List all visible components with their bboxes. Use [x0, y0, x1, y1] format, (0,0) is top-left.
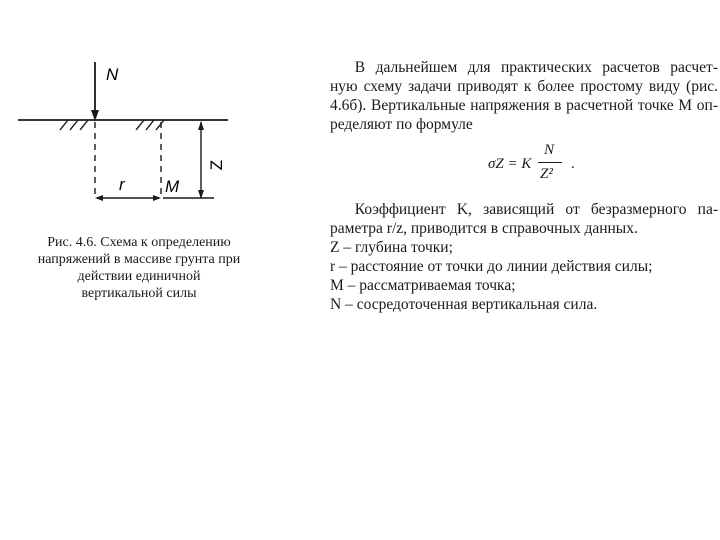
intro-paragraph [330, 58, 718, 134]
caption-line: напряжений в массиве грунта при [37, 252, 241, 267]
definition-line: M – рассматриваемая точка; [330, 277, 516, 294]
definitions-paragraph [330, 200, 718, 314]
fraction-bar [538, 162, 562, 163]
intro-line: В дальнейшем для практических расчетов расчет- [354, 59, 718, 76]
formula-denominator: Z² [540, 166, 553, 182]
definition-line: Z – глубина точки; [330, 239, 453, 256]
intro-line: ную схему задачи приводят к более простому виду (рис. [330, 78, 718, 95]
intro-line: ределяют по формуле [330, 116, 473, 133]
caption-line: Рис. 4.6. Схема к определению [47, 235, 231, 250]
caption-line: действии единичной [77, 269, 201, 284]
distance-label: r [119, 175, 125, 194]
caption-line: вертикальной силы [81, 286, 197, 301]
soil-stress-figure [0, 0, 290, 230]
formula-end: . [571, 156, 575, 172]
depth-label: Z [207, 159, 226, 171]
definition-line: N – сосредоточенная вертикальная сила. [330, 296, 598, 313]
force-label: N [106, 65, 119, 84]
figure-drawing [0, 0, 290, 230]
stress-formula [488, 140, 618, 188]
figure-caption [14, 234, 264, 302]
point-label: M [165, 177, 180, 196]
definition-line: раметра r/z, приводится в справочных данных. [330, 220, 638, 237]
intro-line: 4.6б). Вертикальные напряжения в расчетной точке M оп- [330, 97, 718, 114]
formula-numerator: N [544, 142, 555, 158]
formula-lhs: σZ = K [488, 156, 532, 172]
definition-line: r – расстояние от точки до линии действия силы; [330, 258, 653, 275]
ground-hatching [60, 120, 164, 130]
definition-line: Коэффициент K, зависящий от безразмерного па- [354, 201, 718, 218]
